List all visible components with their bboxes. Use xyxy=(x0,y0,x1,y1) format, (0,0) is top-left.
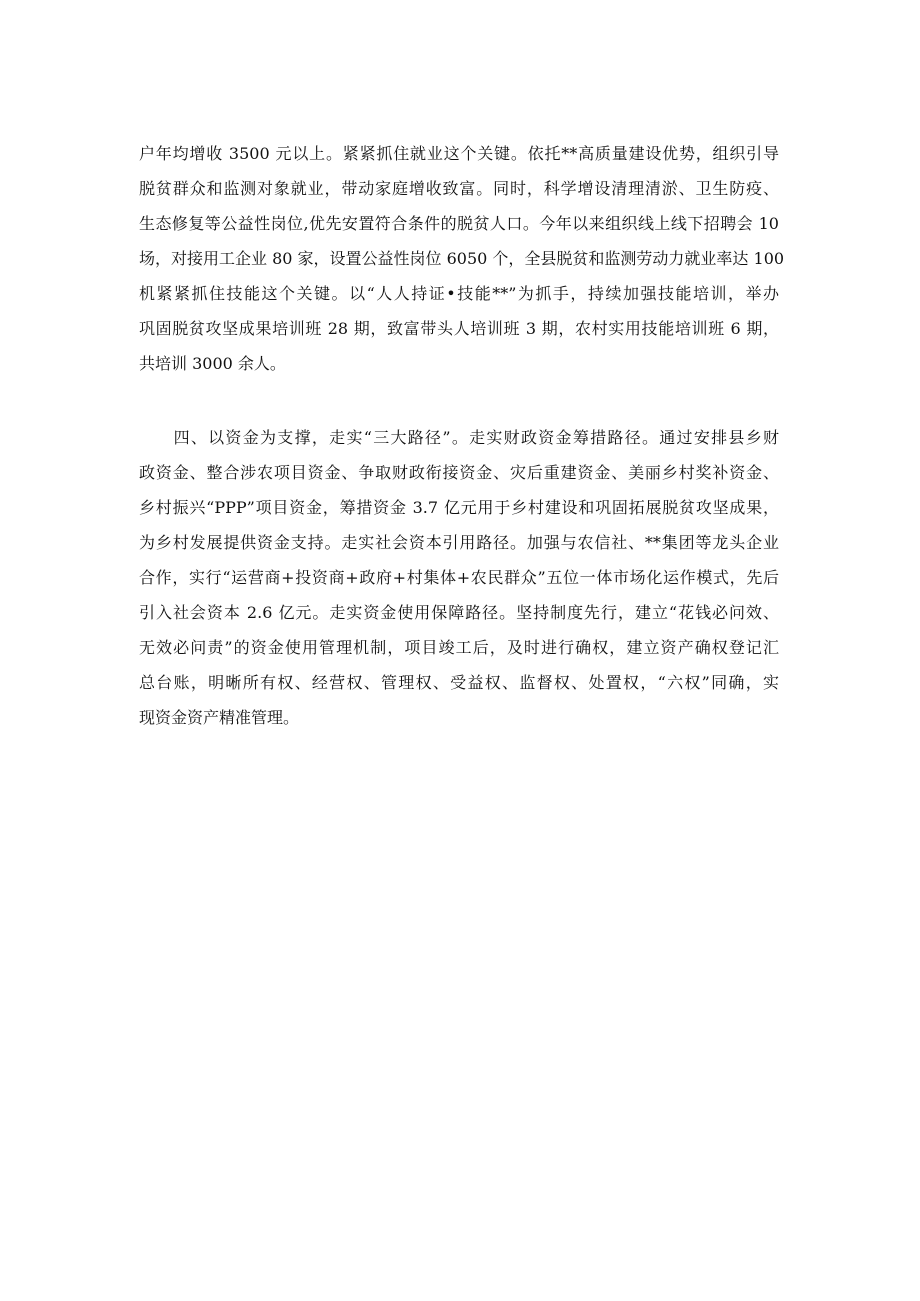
paragraph-line: 无效必问责”的资金使用管理机制，项目竣工后，及时进行确权，建立资产确权登记汇 xyxy=(139,638,779,657)
paragraph-line: 四、以资金为支撑，走实“三大路径”。走实财政资金筹措路径。通过安排县乡财 xyxy=(139,428,779,447)
paragraph-line: 巩固脱贫攻坚成果培训班 28 期，致富带头人培训班 3 期，农村实用技能培训班 6 期， xyxy=(139,319,779,338)
paragraph-line: 政资金、整合涉农项目资金、争取财政衔接资金、灾后重建资金、美丽乡村奖补资金、 xyxy=(139,463,779,482)
paragraph-line: 户年均增收 3500 元以上。紧紧抓住就业这个关键。依托**高质量建设优势，组织引导 xyxy=(139,144,779,163)
paragraph-line: 共培训 3000 余人。 xyxy=(139,354,286,373)
paragraph-line: 脱贫群众和监测对象就业，带动家庭增收致富。同时，科学增设清理清淤、卫生防疫、 xyxy=(139,179,779,198)
paragraph-line: 现资金资产精准管理。 xyxy=(139,708,300,727)
paragraph-line: 场，对接用工企业 80 家，设置公益性岗位 6050 个，全县脱贫和监测劳动力就业率达 100 xyxy=(139,249,785,268)
paragraph-line: 机紧紧抓住技能这个关键。以“人人持证•技能**”为抓手，持续加强技能培训，举办 xyxy=(139,284,779,303)
paragraph-line: 乡村振兴“PPP”项目资金，筹措资金 3.7 亿元用于乡村建设和巩固拓展脱贫攻坚成果， xyxy=(139,498,779,517)
paragraph-employment xyxy=(139,136,785,381)
paragraph-line: 引入社会资本 2.6 亿元。走实资金使用保障路径。坚持制度先行，建立“花钱必问效、 xyxy=(139,603,779,622)
paragraph-funding xyxy=(139,420,779,735)
paragraph-line: 生态修复等公益性岗位,优先安置符合条件的脱贫人口。今年以来组织线上线下招聘会 10 xyxy=(139,214,779,233)
paragraph-line: 合作，实行“运营商+投资商+政府+村集体+农民群众”五位一体市场化运作模式，先后 xyxy=(139,568,779,587)
paragraph-line: 为乡村发展提供资金支持。走实社会资本引用路径。加强与农信社、**集团等龙头企业 xyxy=(139,533,779,552)
paragraph-line: 总台账，明晰所有权、经营权、管理权、受益权、监督权、处置权，“六权”同确，实 xyxy=(139,673,779,692)
